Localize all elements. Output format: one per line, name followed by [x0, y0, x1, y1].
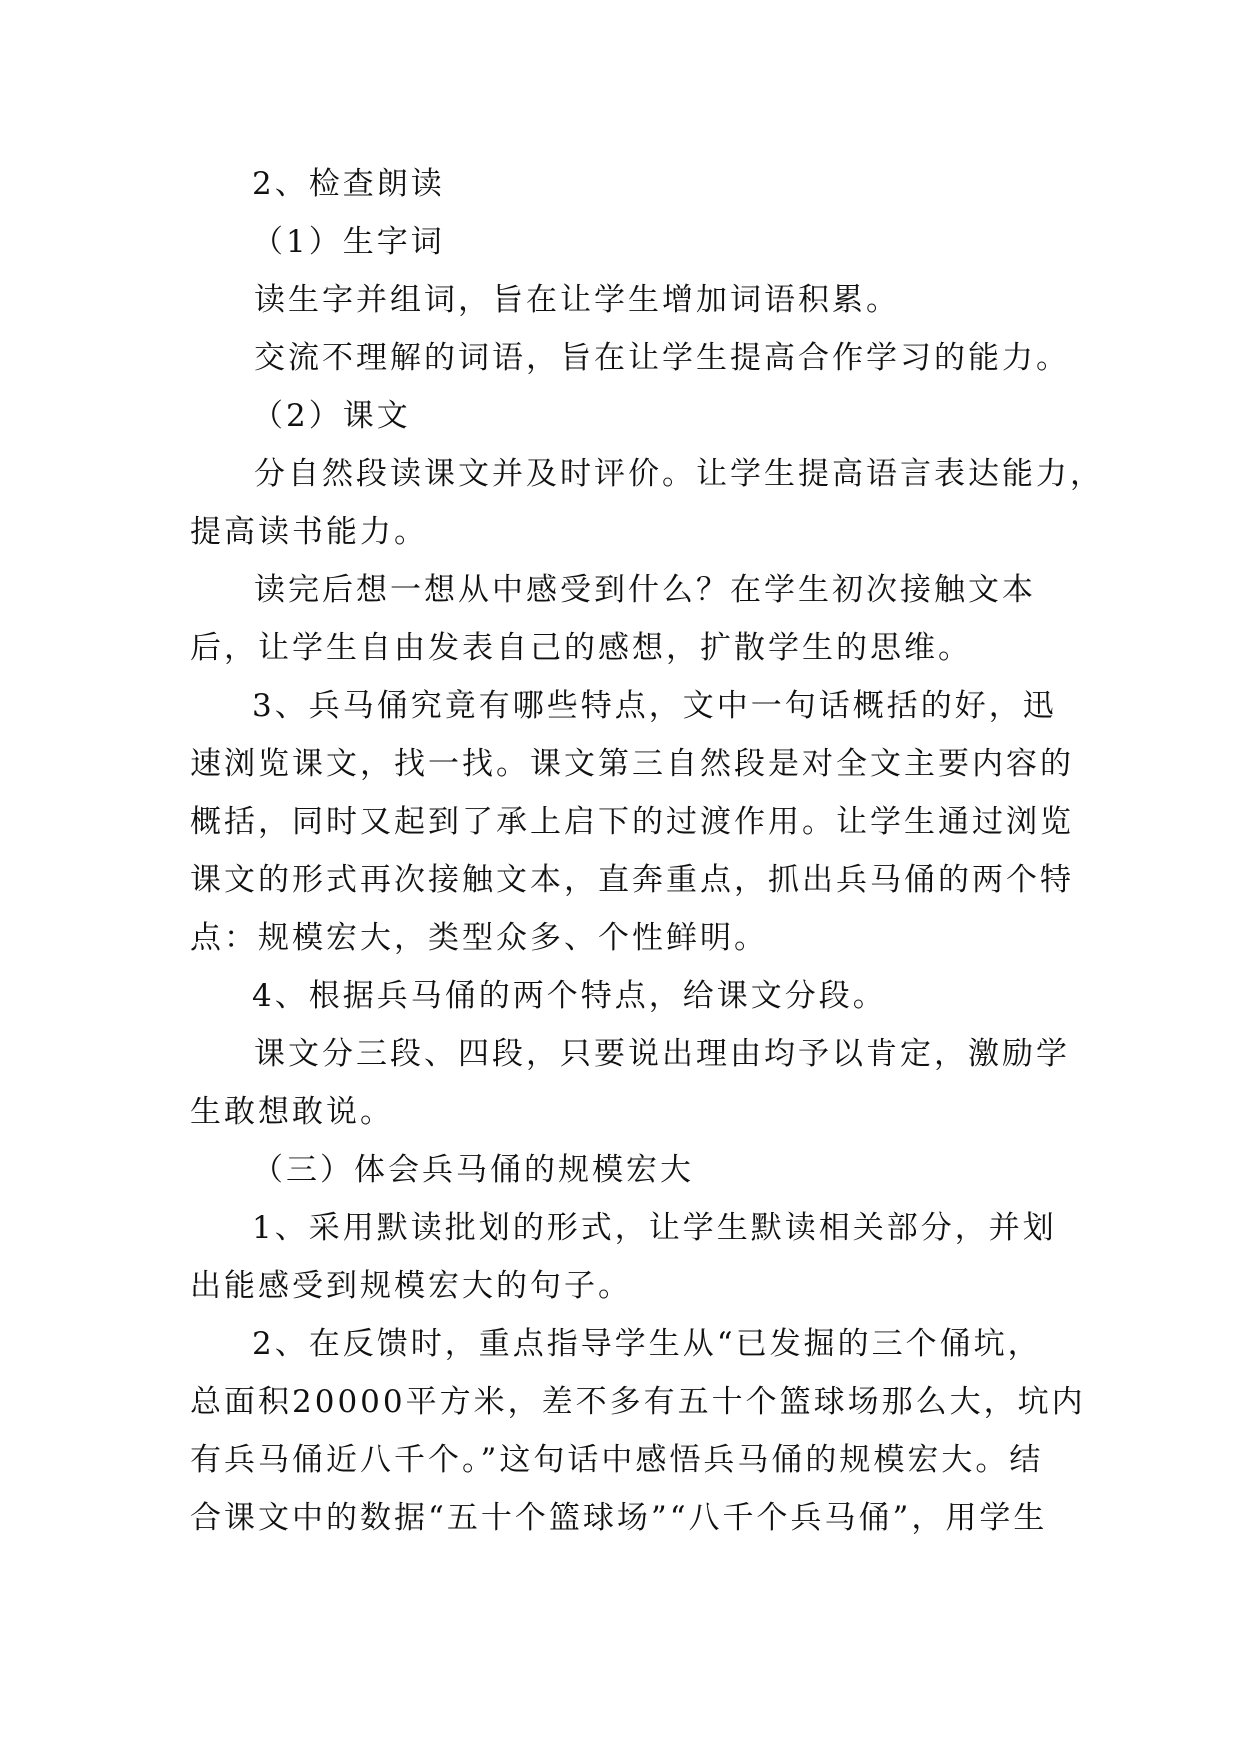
text-line: 点：规模宏大，类型众多、个性鲜明。 — [190, 920, 768, 956]
text-line: 3、兵马俑究竟有哪些特点，文中一句话概括的好，迅 — [252, 688, 1057, 724]
text-line: 交流不理解的词语，旨在让学生提高合作学习的能力。 — [254, 340, 1070, 376]
text-line: 生敢想敢说。 — [190, 1094, 394, 1130]
text-line: 读生字并组词，旨在让学生增加词语积累。 — [254, 282, 900, 318]
section-heading: （三）体会兵马俑的规模宏大 — [252, 1152, 694, 1188]
text-line: 合课文中的数据“五十个篮球场”“八千个兵马俑”，用学生 — [190, 1500, 1048, 1536]
text-line: （2）课文 — [252, 398, 411, 434]
text-line: 总面积20000平方米，差不多有五十个篮球场那么大，坑内 — [190, 1384, 1086, 1420]
text-line: 2、在反馈时，重点指导学生从“已发掘的三个俑坑， — [252, 1326, 1042, 1362]
text-line: （1）生字词 — [252, 224, 445, 260]
text-line: 分自然段读课文并及时评价。让学生提高语言表达能力， — [254, 456, 1104, 492]
text-line: 2、检查朗读 — [252, 166, 445, 202]
text-line: 后，让学生自由发表自己的感想，扩散学生的思维。 — [190, 630, 972, 666]
text-line: 提高读书能力。 — [190, 514, 428, 550]
text-line: 课文的形式再次接触文本，直奔重点，抓出兵马俑的两个特 — [190, 862, 1074, 898]
text-line: 1、采用默读批划的形式，让学生默读相关部分，并划 — [252, 1210, 1057, 1246]
text-line: 概括，同时又起到了承上启下的过渡作用。让学生通过浏览 — [190, 804, 1074, 840]
text-line: 课文分三段、四段，只要说出理由均予以肯定，激励学 — [254, 1036, 1070, 1072]
text-line: 4、根据兵马俑的两个特点，给课文分段。 — [252, 978, 887, 1014]
text-line: 出能感受到规模宏大的句子。 — [190, 1268, 632, 1304]
text-line: 速浏览课文，找一找。课文第三自然段是对全文主要内容的 — [190, 746, 1074, 782]
text-line: 读完后想一想从中感受到什么？在学生初次接触文本 — [254, 572, 1036, 608]
text-line: 有兵马俑近八千个。”这句话中感悟兵马俑的规模宏大。结 — [190, 1442, 1044, 1478]
